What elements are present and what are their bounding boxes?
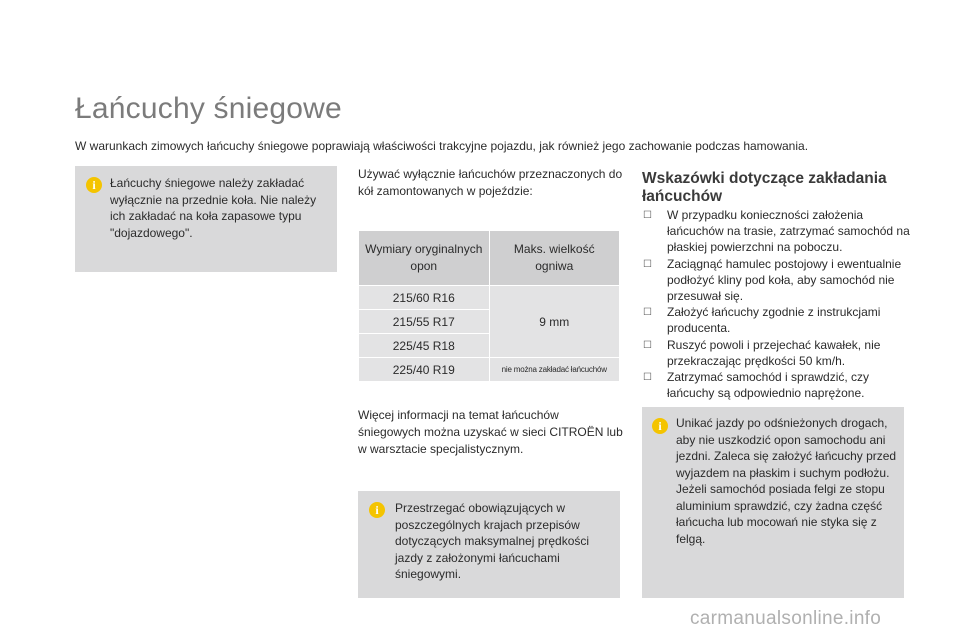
checkbox-bullet-icon: ☐	[643, 339, 652, 351]
tire-size-cell: 225/40 R19	[359, 358, 490, 382]
road-info-box	[642, 407, 904, 598]
table-header-tire-size: Wymiary oryginalnych opon	[359, 231, 490, 286]
list-item-text: W przypadku konieczności założenia łańcuchów na trasie, zatrzymać samochód na płaskiej powierzchni na poboczu.	[667, 208, 910, 255]
list-item-text: Zaciągnąć hamulec postojowy i ewentualnie podłożyć kliny pod koła, aby samochód nie przesuwał się.	[667, 256, 902, 304]
fitting-tips-heading: Wskazówki dotyczące zakładania łańcuchów	[642, 170, 887, 205]
list-item	[643, 207, 913, 256]
tire-size-cell: 215/55 R17	[359, 310, 490, 334]
front-wheels-info-box	[75, 166, 337, 272]
tire-size-cell: 225/45 R18	[359, 334, 490, 358]
speed-info-text: Przestrzegać obowiązujących w poszczególnych krajach przepisów dotyczących maksymalnej prędkości jazdy z założonymi łańcuchami śniegowymi.	[395, 501, 590, 581]
tire-size-cell: 215/60 R16	[359, 286, 490, 310]
checkbox-bullet-icon: ☐	[643, 307, 652, 319]
list-item-text: Zatrzymać samochód i sprawdzić, czy łańcuchy są odpowiednio naprężone.	[667, 370, 870, 401]
max-link-size-cell: 9 mm	[489, 286, 620, 358]
chain-size-table	[358, 230, 620, 382]
info-icon: i	[369, 502, 385, 518]
list-item	[643, 304, 913, 336]
checkbox-bullet-icon: ☐	[643, 258, 652, 270]
intro-text: W warunkach zimowych łańcuchy śniegowe poprawiają właściwości trakcyjne pojazdu, jak również jego zachowanie podczas hamowania.	[75, 139, 809, 153]
road-info-text: Unikać jazdy po odśnieżonych drogach, aby nie uszkodzić opon samochodu ani jezdni. Zaleca się założyć łańcuchy przed wyjazdem na płaskim i suchym podłożu. Jeżeli samochód posiada felgi ze stopu aluminium sprawdzić, czy żadna część łańcucha lub mocowań nie styka się z felgą.	[676, 416, 897, 546]
list-item-text: Założyć łańcuchy zgodnie z instrukcjami producenta.	[667, 305, 881, 336]
checkbox-bullet-icon: ☐	[643, 210, 652, 221]
no-chains-cell: nie można zakładać łańcuchów	[489, 358, 620, 382]
front-wheels-info-text: Łańcuchy śniegowe należy zakładać wyłącznie na przednie koła. Nie należy ich zakładać na koła zapasowe typu "dojazdowego".	[110, 176, 317, 240]
page-title: Łańcuchy śniegowe	[75, 92, 342, 125]
table-row	[359, 286, 620, 310]
list-item	[643, 337, 913, 369]
info-icon: i	[86, 177, 102, 193]
watermark: carmanualsonline.info	[690, 608, 882, 629]
more-info-text: Więcej informacji na temat łańcuchów śniegowych można uzyskać w sieci CITROËN lub w warsztacie specjalistycznym.	[358, 408, 623, 456]
speed-info-box	[358, 491, 620, 598]
list-item-text: Ruszyć powoli i przejechać kawałek, nie przekraczając prędkości 50 km/h.	[667, 337, 881, 368]
checkbox-bullet-icon: ☐	[643, 372, 652, 384]
fitting-tips-list	[643, 207, 913, 401]
table-row	[359, 358, 620, 382]
list-item	[643, 369, 913, 401]
table-header-link-size: Maks. wielkość ogniwa	[489, 231, 620, 286]
info-icon: i	[652, 418, 668, 434]
list-item	[643, 256, 913, 305]
usage-text: Używać wyłącznie łańcuchów przeznaczonych do kół zamontowanych w pojeździe:	[358, 167, 623, 198]
